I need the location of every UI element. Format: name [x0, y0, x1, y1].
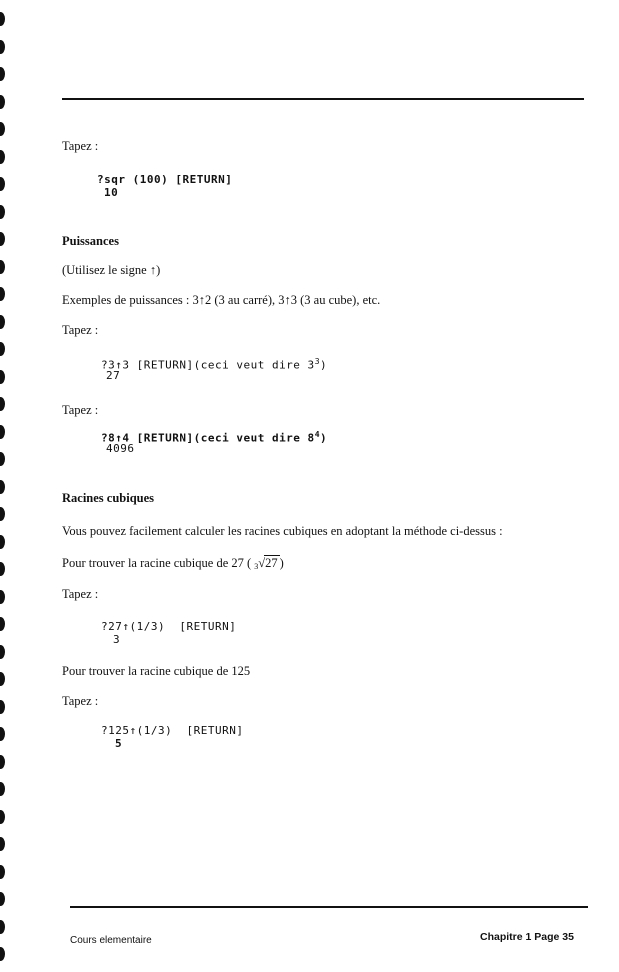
binding-hole	[0, 727, 5, 741]
code-8-power-output: 4096	[106, 442, 135, 455]
tapez-label-2: Tapez :	[62, 323, 99, 337]
code-cube-root-27-output: 3	[113, 633, 121, 646]
binding-hole	[0, 617, 5, 631]
binding-hole	[0, 287, 5, 301]
bottom-rule	[70, 906, 588, 908]
binding-hole	[0, 150, 5, 164]
binding-hole	[0, 40, 5, 54]
binding-hole	[0, 672, 5, 686]
code-3-comment: (ceci veut dire 3	[193, 358, 315, 372]
binding-hole	[0, 590, 5, 604]
binding-hole	[0, 947, 5, 961]
code-8-exponent: 4	[314, 430, 321, 439]
heading-puissances: Puissances	[62, 234, 119, 248]
binding-hole	[0, 12, 5, 26]
heading-racines-cubiques: Racines cubiques	[62, 491, 155, 505]
code-8-close: )	[320, 431, 328, 445]
binding-hole	[0, 562, 5, 576]
code-8-comment: (ceci veut dire 8	[193, 431, 315, 445]
code-8-cmd-text: ?8↑4 [RETURN]	[101, 431, 194, 445]
binding-hole	[0, 810, 5, 824]
binding-hole	[0, 370, 5, 384]
binding-hole	[0, 67, 5, 81]
code-3-close: )	[320, 358, 328, 372]
code-8-power-command	[101, 428, 327, 445]
binding-hole	[0, 837, 5, 851]
binding-hole	[0, 645, 5, 659]
code-sqr-command	[97, 173, 232, 186]
binding-hole	[0, 700, 5, 714]
racine-27-radicand: 27	[265, 556, 278, 570]
tapez-label-1: Tapez :	[62, 139, 99, 153]
footer-book-title: Cours elementaire	[70, 935, 152, 946]
binding-hole	[0, 452, 5, 466]
binding-hole	[0, 507, 5, 521]
racines-intro: Vous pouvez facilement calculer les racines cubiques en adoptant la méthode ci-dessus :	[62, 524, 503, 538]
binding-hole	[0, 122, 5, 136]
footer-page-number: Chapitre 1 Page 35	[480, 931, 574, 943]
code-3-cube-command	[101, 355, 327, 372]
code-cube-root-27-command: ?27↑(1/3) [RETURN]	[101, 620, 237, 633]
code-3-exponent: 3	[314, 357, 321, 366]
puissances-examples: Exemples de puissances : 3↑2 (3 au carré), 3↑3 (3 au cube), etc.	[62, 293, 381, 307]
binding-hole	[0, 865, 5, 879]
code-3-cube-output: 27	[106, 369, 121, 382]
code-cube-root-125-command: ?125↑(1/3) [RETURN]	[101, 724, 244, 737]
binding-hole	[0, 177, 5, 191]
code-3-cmd-text: ?3↑3 [RETURN]	[101, 358, 194, 372]
code-sqr-output: 10	[104, 186, 119, 199]
top-rule	[62, 98, 584, 100]
racine-125-sentence: Pour trouver la racine cubique de 125	[62, 664, 251, 678]
tapez-label-3: Tapez :	[62, 403, 99, 417]
binding-hole	[0, 342, 5, 356]
binding-hole	[0, 260, 5, 274]
tapez-label-5: Tapez :	[62, 694, 99, 708]
binding-hole	[0, 315, 5, 329]
racine-27-index: 3	[254, 562, 259, 571]
binding-hole	[0, 95, 5, 109]
racine-27-suffix: )	[279, 556, 284, 570]
code-sqr-cmd-text: ?sqr (100) [RETURN]	[97, 173, 233, 186]
binding-hole	[0, 535, 5, 549]
binding-hole	[0, 397, 5, 411]
radical-sign-icon: √	[258, 556, 266, 570]
racine-27-sentence	[62, 555, 284, 574]
binding-hole	[0, 755, 5, 769]
binding-hole	[0, 782, 5, 796]
puissances-note: (Utilisez le signe ↑)	[62, 263, 161, 277]
tapez-label-4: Tapez :	[62, 587, 99, 601]
binding-hole	[0, 425, 5, 439]
binding-holes	[0, 0, 12, 972]
binding-hole	[0, 920, 5, 934]
binding-hole	[0, 892, 5, 906]
racine-27-prefix: Pour trouver la racine cubique de 27 (	[62, 556, 255, 570]
binding-hole	[0, 480, 5, 494]
binding-hole	[0, 232, 5, 246]
code-cube-root-125-output: 5	[115, 737, 123, 750]
binding-hole	[0, 205, 5, 219]
